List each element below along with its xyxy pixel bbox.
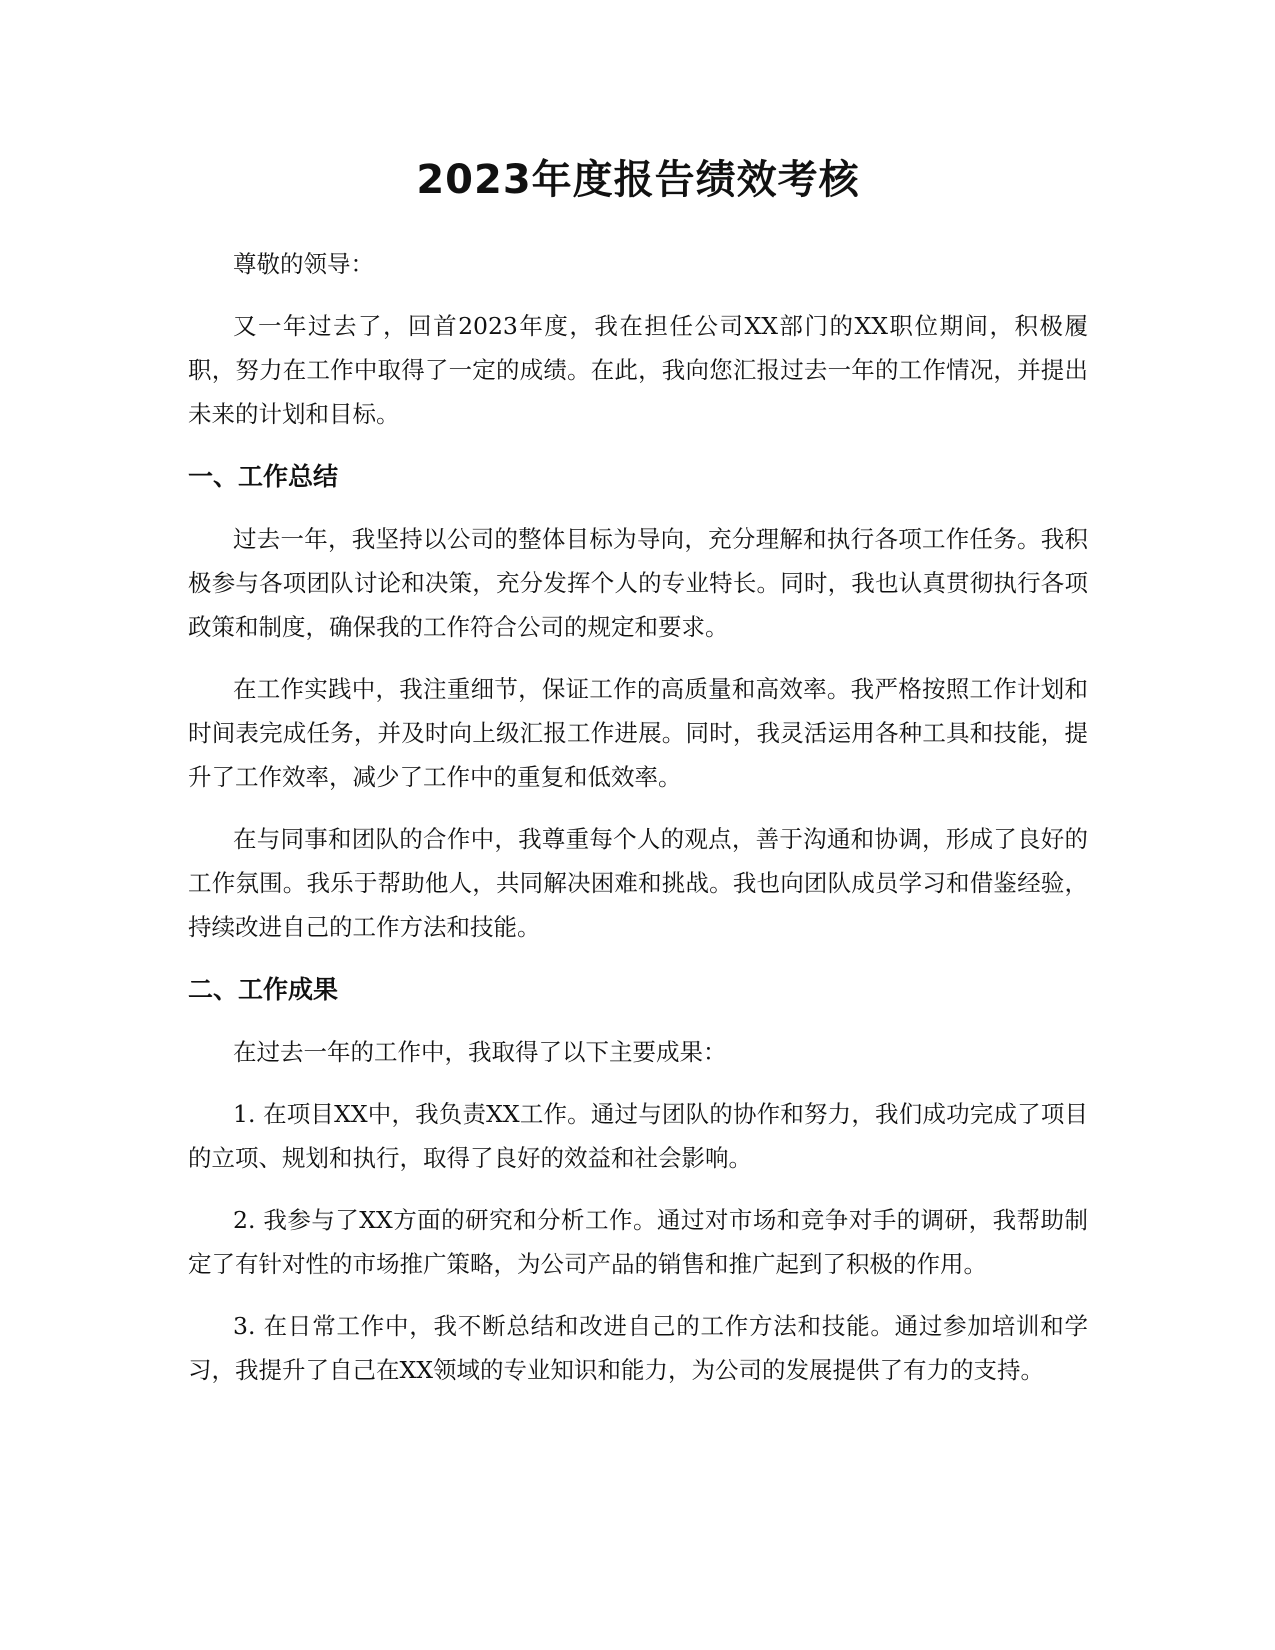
- results-item-2: 2. 我参与了XX方面的研究和分析工作。通过对市场和竞争对手的调研，我帮助制定了有针对性的市场推广策略，为公司产品的销售和推广起到了积极的作用。: [188, 1206, 1088, 1278]
- document-page: [188, 140, 1088, 1392]
- results-item-1: 1. 在项目XX中，我负责XX工作。通过与团队的协作和努力，我们成功完成了项目的立项、规划和执行，取得了良好的效益和社会影响。: [188, 1100, 1088, 1172]
- summary-paragraph-2: 在工作实践中，我注重细节，保证工作的高质量和高效率。我严格按照工作计划和时间表完成任务，并及时向上级汇报工作进展。同时，我灵活运用各种工具和技能，提升了工作效率，减少了工作中的重复和低效率。: [188, 675, 1088, 791]
- section-heading-work-results: 二、工作成果: [188, 975, 339, 1004]
- section-heading-work-summary: 一、工作总结: [188, 462, 339, 491]
- summary-paragraph-1: 过去一年，我坚持以公司的整体目标为导向，充分理解和执行各项工作任务。我积极参与各项团队讨论和决策，充分发挥个人的专业特长。同时，我也认真贯彻执行各项政策和制度，确保我的工作符合公司的规定和要求。: [188, 525, 1088, 641]
- summary-paragraph-3: 在与同事和团队的合作中，我尊重每个人的观点，善于沟通和协调，形成了良好的工作氛围。我乐于帮助他人，共同解决困难和挑战。我也向团队成员学习和借鉴经验，持续改进自己的工作方法和技能。: [188, 825, 1088, 941]
- document-title: 2023年度报告绩效考核: [416, 157, 860, 203]
- results-item-3: 3. 在日常工作中，我不断总结和改进自己的工作方法和技能。通过参加培训和学习，我提升了自己在XX领域的专业知识和能力，为公司的发展提供了有力的支持。: [188, 1312, 1088, 1384]
- greeting: 尊敬的领导：: [233, 250, 374, 278]
- results-intro: 在过去一年的工作中，我取得了以下主要成果：: [233, 1038, 727, 1066]
- intro-paragraph: 又一年过去了，回首2023年度，我在担任公司XX部门的XX职位期间，积极履职，努力在工作中取得了一定的成绩。在此，我向您汇报过去一年的工作情况，并提出未来的计划和目标。: [188, 312, 1088, 428]
